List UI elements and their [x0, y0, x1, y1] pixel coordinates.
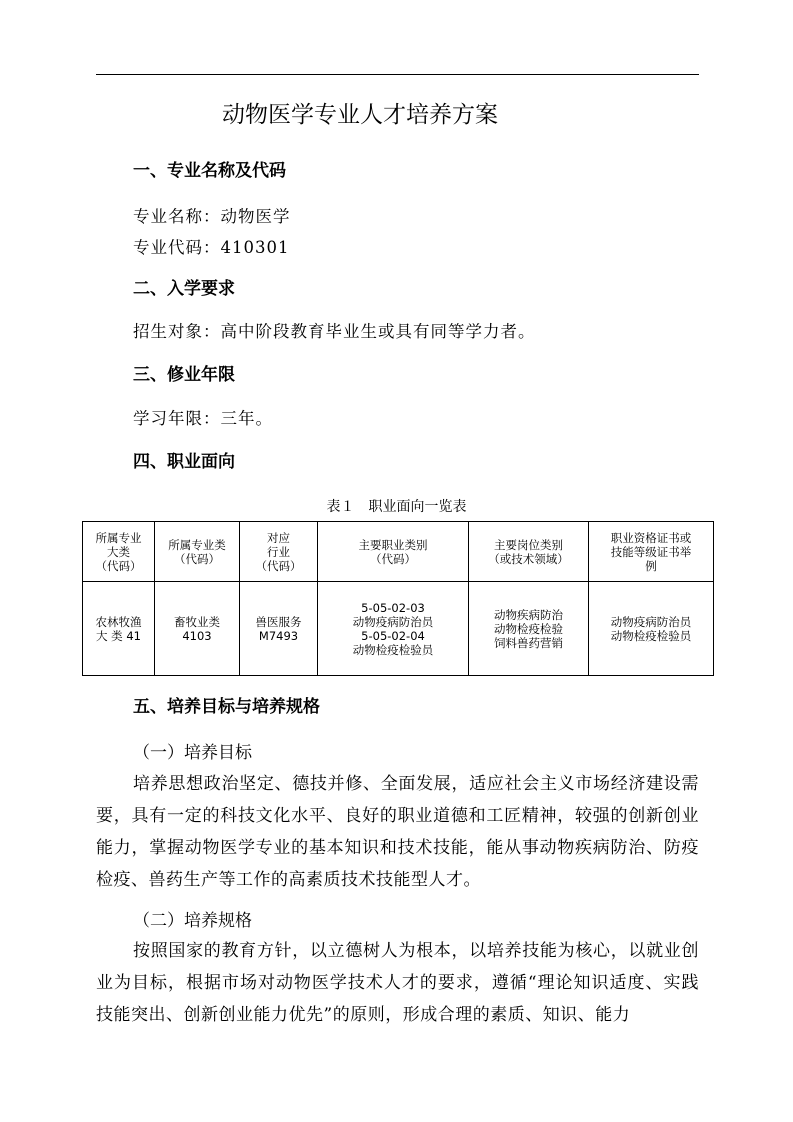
- section-4-heading: 四、职业面向: [133, 452, 235, 472]
- enrollment-target: 招生对象：高中阶段教育毕业生或具有同等学力者。: [133, 322, 536, 341]
- section-2-heading: 二、入学要求: [133, 279, 235, 299]
- major-code: 专业代码：410301: [133, 238, 290, 257]
- training-goal-paragraph: 培养思想政治坚定、德技并修、全面发展，适应社会主义市场经济建设需要，具有一定的科技文化水平、良好的职业道德和工匠精神，较强的创新创业能力，掌握动物医学专业的基本知识和技术技能，能从事动物疾病防治、防疫检疫、兽药生产等工作的高素质技术技能型人才。: [96, 774, 699, 890]
- table-cell: 5-05-02-03 动物疫病防治员 5-05-02-04 动物检疫检验员: [318, 582, 469, 676]
- training-spec-paragraph: 按照国家的教育方针，以立德树人为根本，以培养技能为核心，以就业创业为目标，根据市场对动物医学技术人才的要求，遵循“理论知识适度、实践技能突出、创新创业能力优先”的原则，形成合理的素质、知识、能力: [96, 941, 699, 1025]
- header-rule: [96, 74, 699, 75]
- table-row: [83, 582, 714, 676]
- table-cell: 畜牧业类 4103: [155, 582, 240, 676]
- table-cell: 农林牧渔 大 类 41: [83, 582, 155, 676]
- subsection-training-spec: （二）培养规格: [133, 911, 252, 931]
- study-duration: 学习年限：三年。: [133, 409, 273, 428]
- section-3-heading: 三、修业年限: [133, 365, 235, 385]
- table-caption: 表１ 职业面向一览表: [326, 499, 467, 515]
- section-5-heading: 五、培养目标与培养规格: [133, 697, 320, 717]
- table-cell: 兽医服务 M7493: [240, 582, 318, 676]
- major-name: 专业名称：动物医学: [133, 207, 291, 226]
- header-cell: 主要职业类别 （代码）: [318, 522, 469, 582]
- section-1-heading: 一、专业名称及代码: [133, 161, 286, 181]
- document-title: 动物医学专业人才培养方案: [222, 102, 498, 128]
- table-header-row: [83, 522, 714, 582]
- header-cell: 对应 行业 （代码）: [240, 522, 318, 582]
- table-cell: 动物疾病防治 动物检疫检验 饲料兽药营销: [469, 582, 589, 676]
- table-cell: 动物疫病防治员 动物检疫检验员: [589, 582, 714, 676]
- subsection-training-goal: （一）培养目标: [133, 743, 252, 763]
- header-cell: 所属专业类 （代码）: [155, 522, 240, 582]
- header-cell: 主要岗位类别 （或技术领域）: [469, 522, 589, 582]
- occupation-table: [82, 521, 714, 676]
- header-cell: 职业资格证书或 技能等级证书举 例: [589, 522, 714, 582]
- header-cell: 所属专业 大类 （代码）: [83, 522, 155, 582]
